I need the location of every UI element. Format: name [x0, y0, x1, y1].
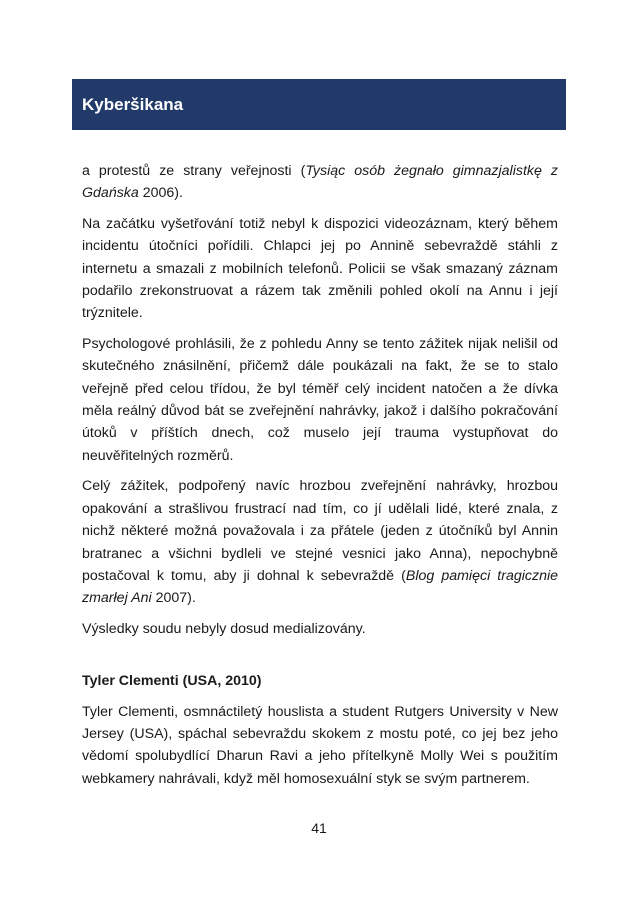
paragraph: [82, 475, 558, 609]
paragraph: Výsledky soudu nebyly dosud medializovány.: [82, 620, 366, 637]
chapter-header-band: [72, 79, 566, 130]
text-span: 2007).: [151, 590, 196, 607]
page-body: [82, 160, 558, 798]
citation-title: Tysiąc osób żegnało gimnazjalistkę z Gdańska: [82, 163, 558, 202]
paragraph: Na začátku vyšetřování totiž nebyl k dispozici videozáznam, který během incidentu útočníci pořídili. Chlapci jej po Annině sebevraždě stáhli z internetu a smazali z mobilních telefonů. Policii se však smazaný záznam podařilo zrekonstruovat a rázem tak změnili pohled okolí na Annu i její trýznitele.: [82, 215, 558, 322]
paragraph: Psychologové prohlásili, že z pohledu Anny se tento zážitek nijak nelišil od skutečného znásilnění, přičemž dále poukázali na fakt, že se to stalo veřejně před celou třídou, že byl téměř celý incident natočen a že dívka měla reálný důvod bát se zveřejnění nahrávky, jakož i dalšího pokračování útoků v příštích dnech, což muselo její trauma vystupňovat do neuvěřitelných rozměrů.: [82, 335, 558, 464]
citation-title: Blog pamięci tragicznie zmarłej Ani: [82, 567, 559, 607]
chapter-title: Kyberšikana: [82, 94, 184, 114]
text-span: 2006).: [138, 185, 183, 202]
page-number: 41: [311, 820, 327, 836]
text-span: a protestů ze strany veřejnosti (: [82, 163, 306, 179]
paragraph: [82, 160, 558, 205]
text-span: Celý zážitek, podpořený navíc hrozbou zveřejnění nahrávky, hrozbou opakování a strašlivou frustrací nad tím, co jí udělali lidé, které znala, z nichž některé možná považovala i za přátele (jeden z útočníků byl Annin bratranec a všichni bydleli ve stejné vesnici jako Anna), nepochybně postačoval k tomu, aby ji dohnal k sebevraždě (: [82, 478, 558, 584]
paragraph: Tyler Clementi, osmnáctiletý houslista a student Rutgers University v New Jersey (USA), spáchal sebevraždu skokem z mostu poté, co jej bez jeho vědomí spolubydlící Dharun Ravi a jeho přítelkyně Molly Wei s použitím webkamery nahrávali, když měl homosexuální styk se svým partnerem.: [82, 703, 558, 787]
section-heading: Tyler Clementi (USA, 2010): [82, 673, 262, 690]
